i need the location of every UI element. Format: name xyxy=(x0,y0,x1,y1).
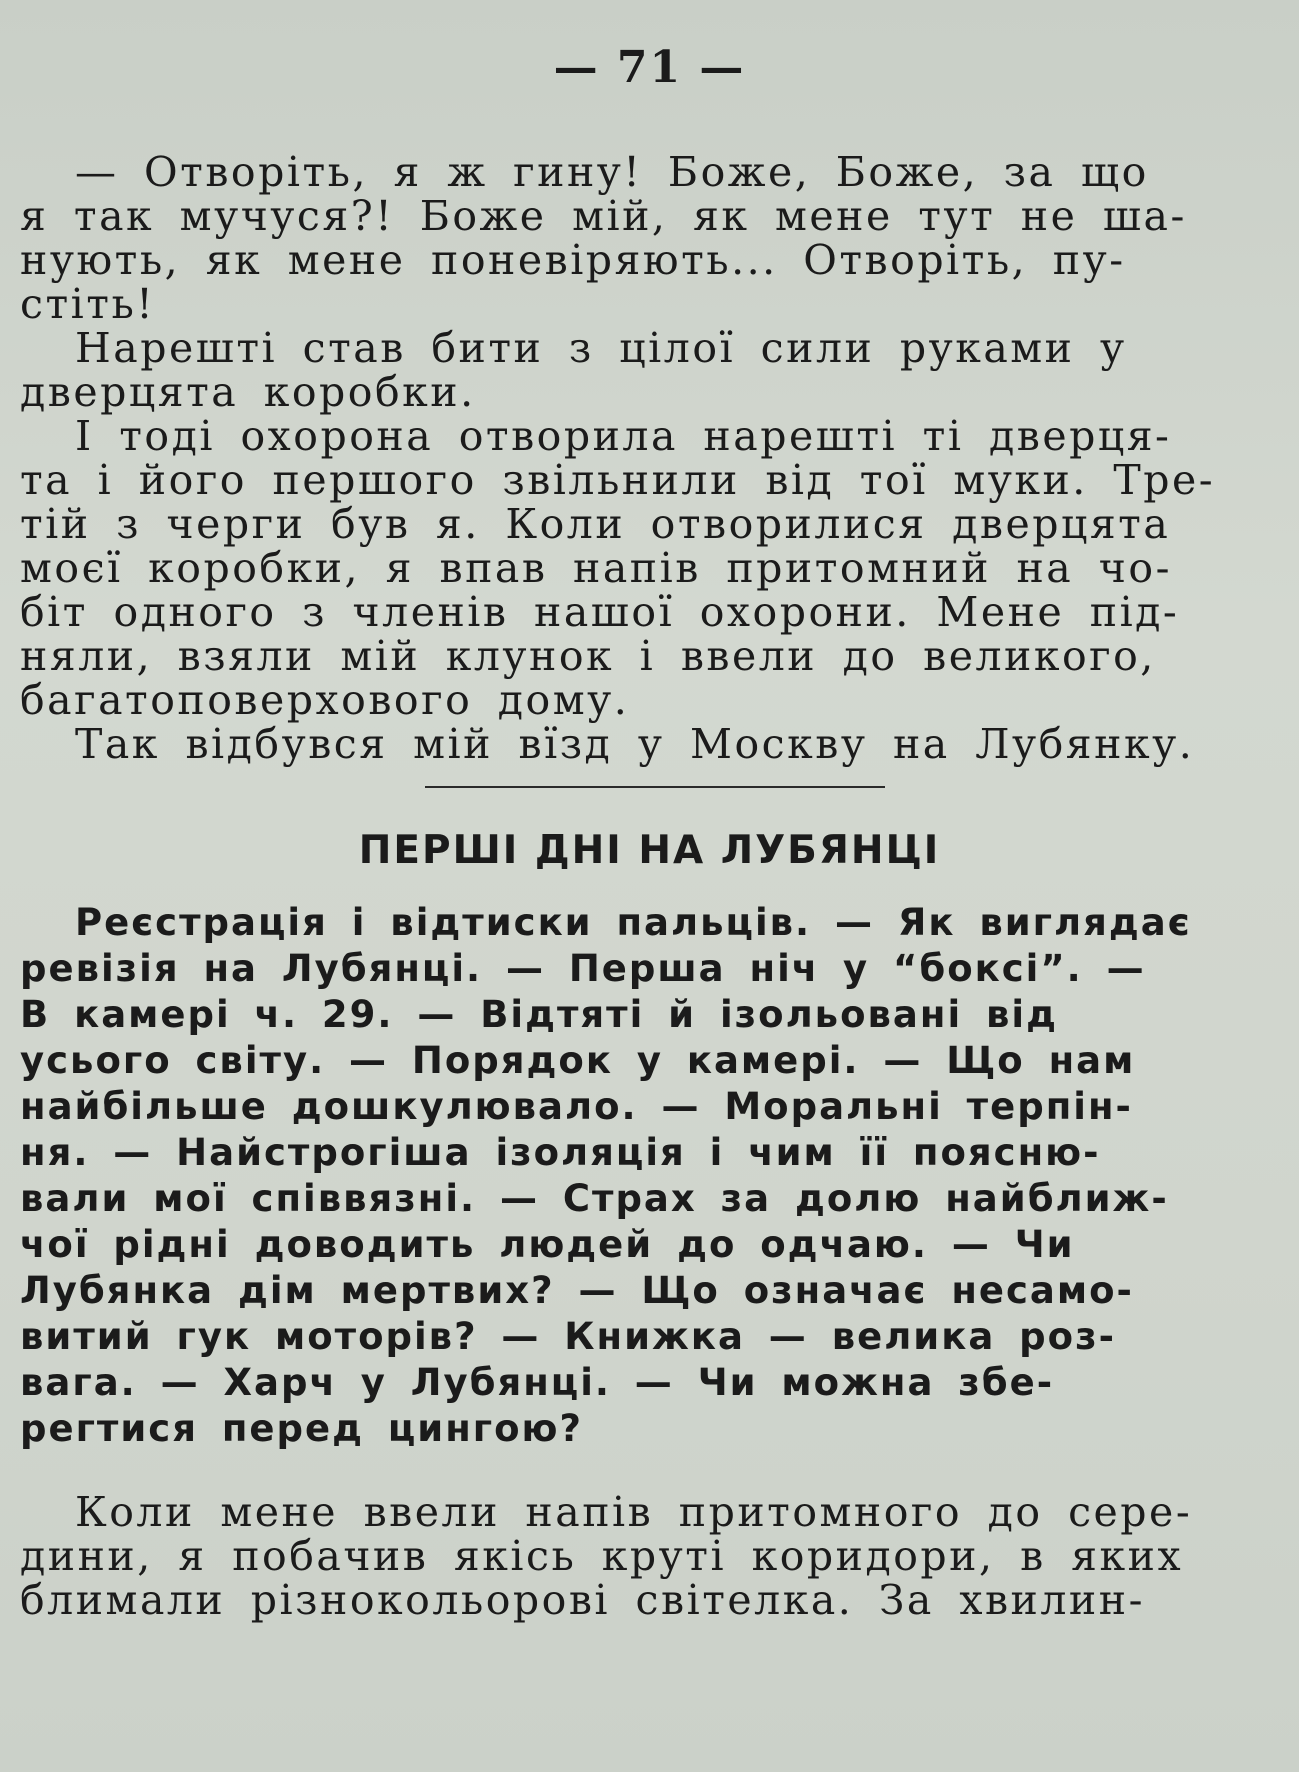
summary-line: найбільше дошкулювало. — Моральні терпін- xyxy=(20,1085,1133,1128)
summary-line: усього світу. — Порядок у камері. — Що нам xyxy=(20,1039,1136,1082)
text-line: няли, взяли мій клунок і ввели до великого, xyxy=(20,632,1156,680)
summary-line: витий гук моторів? — Книжка — велика роз- xyxy=(20,1315,1116,1358)
text-line: Коли мене ввели напів притомного до сере- xyxy=(75,1488,1193,1536)
summary-line: вали мої співвязні. — Страх за долю найближ- xyxy=(20,1177,1169,1220)
summary-line: вага. — Харч у Лубянці. — Чи можна збе- xyxy=(20,1361,1055,1404)
text-line: біт одного з членів нашої охорони. Мене під- xyxy=(20,588,1180,636)
chapter-title: ПЕРШІ ДНІ НА ЛУБЯНЦІ xyxy=(358,828,941,873)
text-line: блимали різнокольорові світелка. За хвилин- xyxy=(20,1576,1145,1624)
top-text-block xyxy=(20,148,1216,768)
summary-line: регтися перед цингою? xyxy=(20,1407,583,1450)
summary-line: ревізія на Лубянці. — Перша ніч у “боксі”. — xyxy=(20,947,1146,990)
text-line: стіть! xyxy=(20,280,156,328)
summary-line: чої рідні доводить людей до одчаю. — Чи xyxy=(20,1223,1075,1266)
text-line: моєї коробки, я впав напів притомний на чо- xyxy=(20,544,1172,592)
text-line: І тоді охорона отворила нарешті ті дверця- xyxy=(75,412,1172,460)
text-line: тій з черги був я. Коли отворилися дверцята xyxy=(20,500,1171,548)
summary-line: ня. — Найстрогіша ізоляція і чим її поясню- xyxy=(20,1131,1101,1174)
chapter-summary xyxy=(20,900,1190,1452)
text-line: Нарешті став бити з цілої сили руками у xyxy=(75,324,1127,372)
summary-line: Лубянка дім мертвих? — Що означає несамо- xyxy=(20,1269,1134,1312)
summary-line: В камері ч. 29. — Відтяті й ізольовані від xyxy=(20,993,1058,1036)
summary-line: Реєстрація і відтиски пальців. — Як виглядає xyxy=(75,901,1192,944)
section-divider xyxy=(425,786,885,788)
text-line: я так мучуся?! Боже мій, як мене тут не ша- xyxy=(20,192,1187,240)
text-line: нують, як мене поневіряють... Отворіть, пу- xyxy=(20,236,1126,284)
text-line: багатоповерхового дому. xyxy=(20,676,630,724)
text-line: дверцята коробки. xyxy=(20,368,476,416)
text-line: Так відбувся мій вїзд у Москву на Лубянку. xyxy=(75,720,1195,768)
closing-text-block xyxy=(20,1488,1193,1624)
text-line: дини, я побачив якісь круті коридори, в яких xyxy=(20,1532,1184,1580)
text-line: та і його першого звільнили від тої муки. Тре- xyxy=(20,456,1216,504)
page-number: — 71 — xyxy=(553,42,746,93)
text-line: — Отворіть, я ж гину! Боже, Боже, за що xyxy=(75,148,1149,196)
